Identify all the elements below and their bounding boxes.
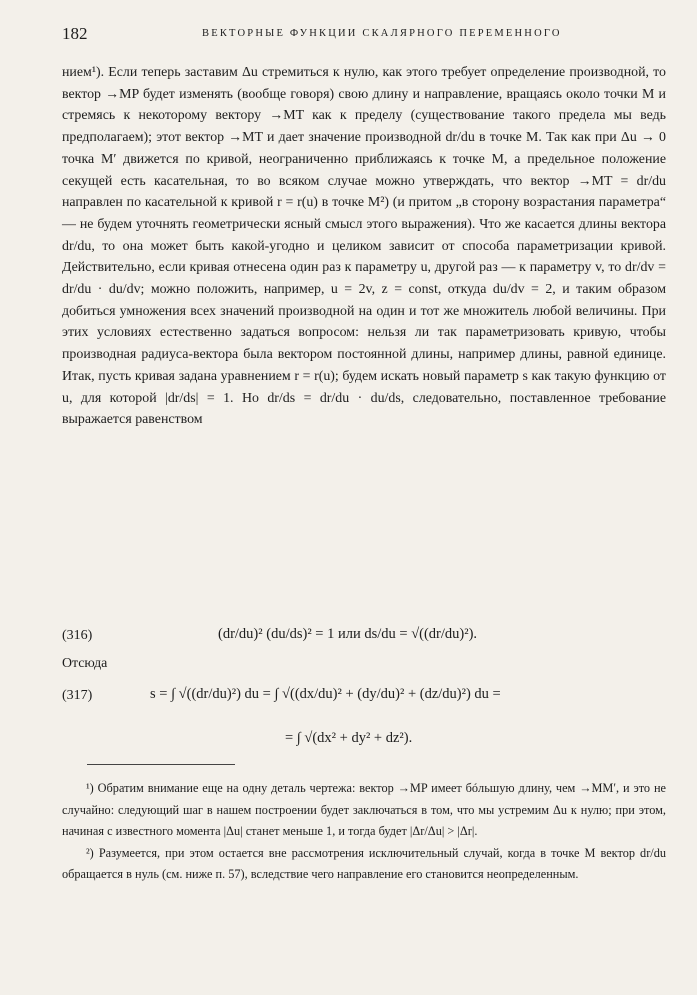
footnote-1: ¹) Обратим внимание еще на одну деталь чертежа: вектор →MP имеет бóльшую длину, чем →MM′, и это не случайно: следующий шаг в нашем построении будет заключаться в том, что мы устремим Δu к нулю; при этом, начиная с известного момента |Δu| станет меньше 1, и тогда будет |Δr/Δu| > |Δr|. xyxy=(62,781,666,839)
equation-317-line1: s = ∫ √((dr/du)²) du = ∫ √((dx/du)² + (dy/du)² + (dz/du)²) du = xyxy=(150,686,501,702)
equation-317-line2: = ∫ √(dx² + dy² + dz²). xyxy=(285,730,413,746)
page-header xyxy=(62,24,655,44)
equation-316: (dr/du)² (du/ds)² = 1 или ds/du = √((dr/du)²). xyxy=(218,626,478,642)
equation-317-number: (317) xyxy=(62,688,93,703)
main-paragraph xyxy=(62,62,666,431)
page-number: 182 xyxy=(62,24,88,43)
footnote-2: ²) Разумеется, при этом остается вне рассмотрения исключительный случай, когда в точке M вектор dr/du обращается в нуль (см. ниже п. 57), вследствие чего направление его становится неопределенным. xyxy=(62,845,666,882)
equation-316-number: (316) xyxy=(62,628,93,643)
running-head: ВЕКТОРНЫЕ ФУНКЦИИ СКАЛЯРНОГО ПЕРЕМЕННОГО xyxy=(202,28,562,39)
footnotes xyxy=(62,778,666,886)
otsyuda-label: Отсюда xyxy=(62,656,108,671)
footnote-divider xyxy=(87,764,235,765)
paragraph-text: нием¹). Если теперь заставим Δu стремиться к нулю, как этого требует определение производной, то вектор →MP будет изменять (вообще говоря) свою длину и направление, вращаясь около точки M и стремясь к некоторому вектору →MT как к пределу (существование такого предела мы ведь предполагаем); этот вектор →MT и дает значение производной dr/du в точке M. Так как при Δu → 0 точка M′ движется по кривой, неограниченно приближаясь к точке M, а предельное положение секущей есть касательная, то во всяком случае можно утверждать, что вектор →MT = dr/du направлен по касательной к кривой r = r(u) в точке M²) (и притом „в сторону возрастания параметра“ — не будем уточнять геометрически ясный смысл этого выражения). Что же касается длины вектора dr/du, то она может быть какой-угодно и целиком зависит от способа параметризации кривой. Действительно, если кривая отнесена один раз к параметру u, другой раз — к параметру v, то dr/dv = dr/du · du/dv; можно положить, например, u = 2v, z = const, откуда du/dv = 2, и таким образом добиться умножения всех значений производной на один и тот же множитель любой величины. При этих условиях естественно задаться вопросом: нельзя ли так параметризовать кривую, чтобы производная радиуса-вектора была вектором постоянной длины, например длины, равной единице. Итак, пусть кривая задана уравнением r = r(u); будем искать новый параметр s как такую функцию от u, для которой |dr/ds| = 1. Но dr/ds = dr/du · du/ds, следовательно, поставленное требование выражается равенством xyxy=(62,65,666,428)
